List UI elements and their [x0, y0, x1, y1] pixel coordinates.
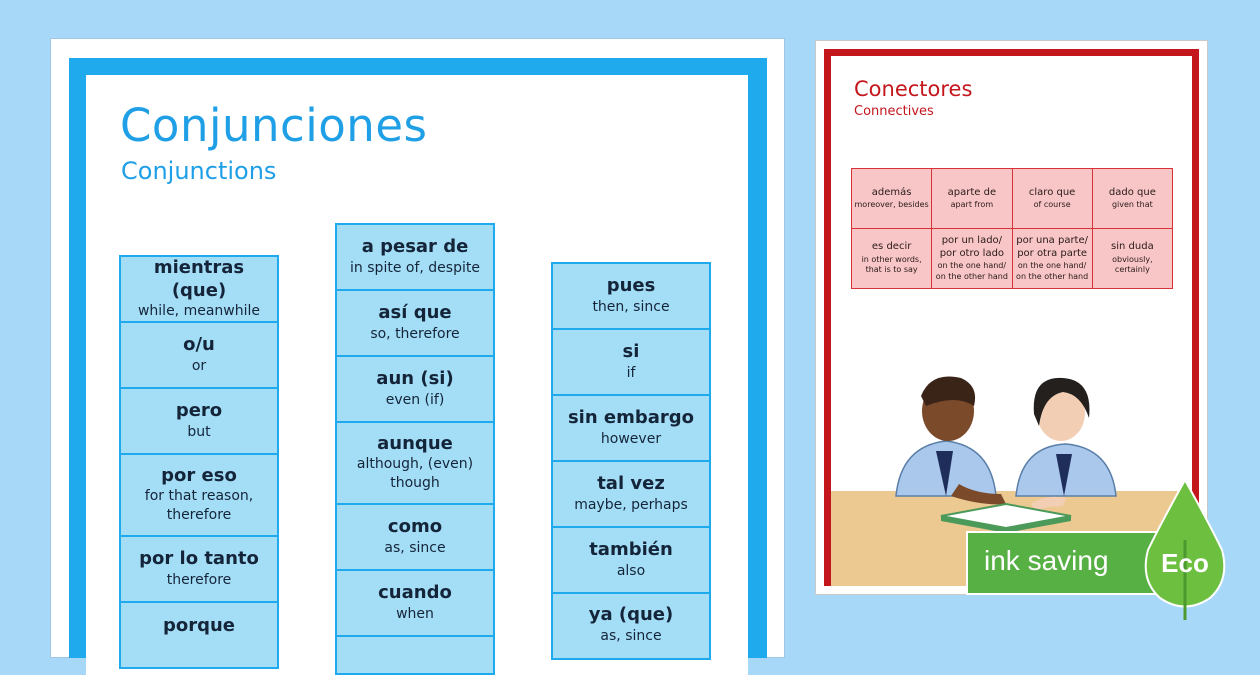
- word-spanish: por eso: [161, 464, 237, 486]
- poster-content: [831, 56, 1192, 579]
- grid-english: obviously, certainly: [1112, 254, 1153, 275]
- word-english: then, since: [592, 298, 670, 315]
- grid-english: in other words, that is to say: [861, 254, 922, 275]
- word-card: [119, 535, 279, 603]
- word-card: [335, 503, 495, 571]
- girl-figure: [1016, 378, 1116, 511]
- grid-spanish: por una parte/ por otra parte: [1016, 235, 1089, 259]
- word-english: also: [616, 562, 646, 579]
- poster-blue-frame: [69, 58, 767, 658]
- poster-subtitle: Conjunctions: [121, 157, 277, 185]
- poster-title: Conectores: [854, 77, 973, 101]
- grid-english: moreover, besides: [854, 200, 929, 210]
- word-english: in spite of, despite: [350, 259, 480, 276]
- word-spanish: mientras (que): [153, 257, 245, 301]
- grid-english: given that: [1111, 200, 1153, 210]
- word-english: therefore: [166, 571, 232, 588]
- word-card: [119, 255, 279, 323]
- grid-cell: [1013, 229, 1093, 289]
- word-card: [335, 289, 495, 357]
- word-spanish: como: [387, 516, 443, 538]
- grid-english: of course: [1033, 200, 1071, 210]
- boy-figure: [896, 376, 1006, 504]
- grid-english: apart from: [950, 200, 994, 210]
- word-english: but: [187, 423, 211, 440]
- word-english: for that reason, therefore: [144, 488, 254, 524]
- word-english: when: [396, 605, 434, 622]
- word-english: or: [191, 357, 207, 374]
- word-english: however: [600, 430, 662, 447]
- column-1: [119, 255, 279, 667]
- conjunctions-poster: [50, 38, 785, 658]
- word-english: although, (even) though: [356, 456, 474, 492]
- grid-cell: [852, 229, 932, 289]
- word-english: if: [626, 364, 636, 381]
- word-card: [119, 387, 279, 455]
- word-english: even (if): [385, 391, 445, 408]
- word-spanish: por lo tanto: [139, 548, 259, 570]
- grid-cell: [1013, 169, 1093, 229]
- word-card: [335, 569, 495, 637]
- grid-spanish: aparte de: [947, 186, 997, 198]
- word-card: [551, 526, 711, 594]
- grid-english: on the one hand/ on the other hand: [1016, 261, 1089, 281]
- grid-spanish: por un lado/ por otro lado: [939, 235, 1005, 259]
- word-spanish: sin embargo: [567, 407, 695, 429]
- grid-cell: [932, 169, 1012, 229]
- column-2: [335, 223, 495, 673]
- grid-cell: [1093, 169, 1173, 229]
- word-card: [551, 592, 711, 660]
- word-spanish: así que: [378, 302, 452, 324]
- word-spanish: si: [622, 341, 640, 363]
- word-card: [335, 421, 495, 505]
- word-spanish: aunque: [377, 432, 453, 454]
- word-card-partial: [335, 635, 495, 675]
- grid-spanish: dado que: [1108, 186, 1156, 198]
- word-spanish: a pesar de: [361, 236, 469, 258]
- eco-drop-icon: [1140, 480, 1230, 620]
- word-english: so, therefore: [370, 325, 460, 342]
- word-english: maybe, perhaps: [574, 496, 688, 513]
- grid-cell: [852, 169, 932, 229]
- eco-label: Eco: [1161, 548, 1209, 578]
- word-english: while, meanwhile: [137, 303, 261, 320]
- word-spanish: tal vez: [597, 473, 665, 495]
- grid-spanish: claro que: [1028, 186, 1076, 198]
- poster-subtitle: Connectives: [854, 104, 934, 119]
- word-card: [119, 453, 279, 537]
- word-spanish: aun (si): [376, 368, 454, 390]
- word-english: as, since: [600, 627, 662, 644]
- grid-english: on the one hand/ on the other hand: [935, 261, 1008, 281]
- connectives-grid: [851, 168, 1173, 289]
- poster-content: [86, 75, 748, 675]
- word-card: [551, 328, 711, 396]
- word-spanish: pues: [606, 275, 656, 297]
- poster-title: Conjunciones: [120, 99, 428, 152]
- word-card: [119, 601, 279, 669]
- word-spanish: ya (que): [588, 604, 674, 625]
- word-card: [551, 460, 711, 528]
- grid-spanish: además: [871, 186, 912, 198]
- word-card: [335, 223, 495, 291]
- word-card: [335, 355, 495, 423]
- word-spanish: o/u: [183, 334, 215, 356]
- word-spanish: cuando: [378, 582, 452, 604]
- word-card: [551, 262, 711, 330]
- grid-cell: [932, 229, 1012, 289]
- word-card: [119, 321, 279, 389]
- word-spanish: pero: [175, 400, 223, 422]
- word-spanish: porque: [162, 615, 236, 636]
- ink-saving-label: ink saving: [984, 545, 1109, 576]
- grid-spanish: es decir: [871, 241, 912, 253]
- word-english: as, since: [384, 539, 446, 556]
- word-spanish: también: [589, 539, 673, 561]
- word-card: [551, 394, 711, 462]
- grid-cell: [1093, 229, 1173, 289]
- column-3: [551, 262, 711, 658]
- grid-spanish: sin duda: [1111, 241, 1154, 253]
